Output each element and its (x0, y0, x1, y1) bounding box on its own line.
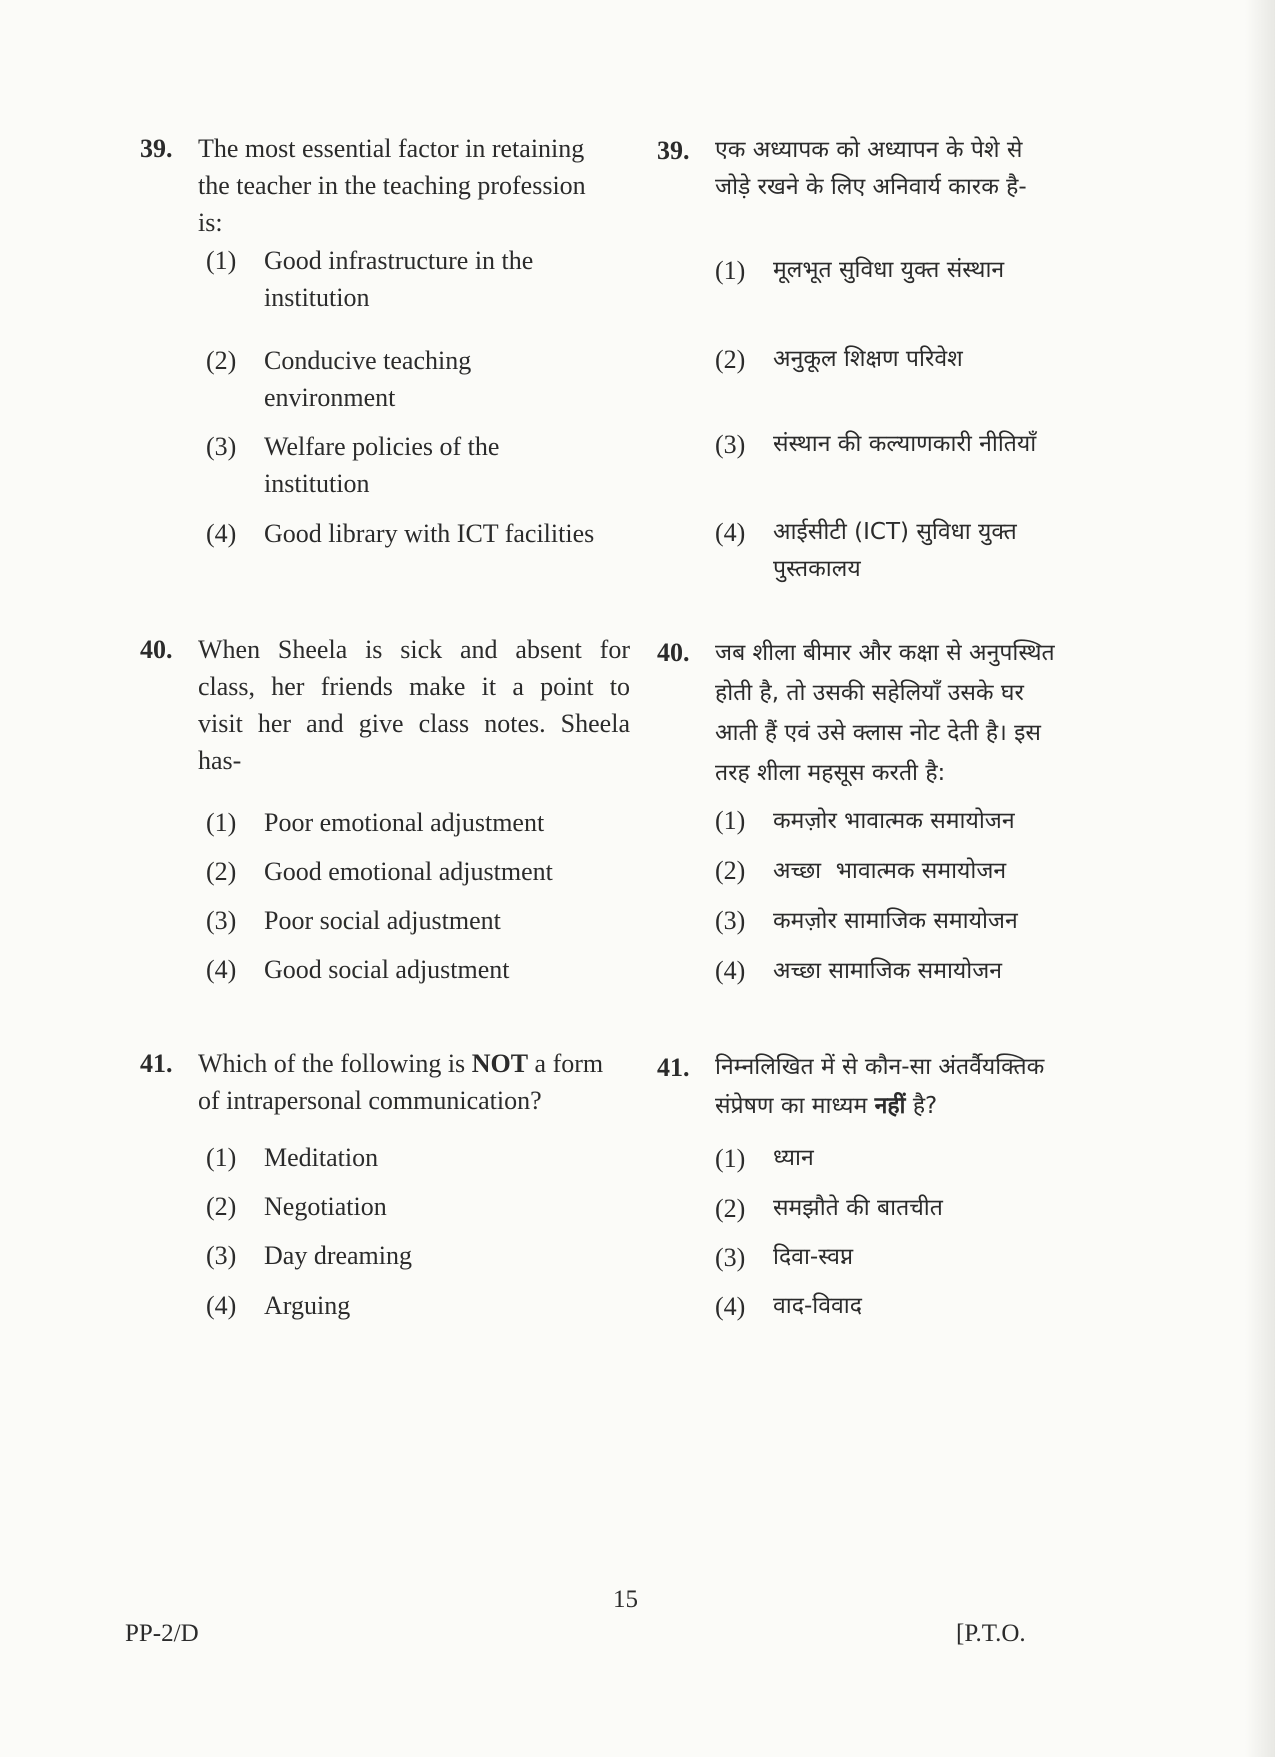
question-number: 40. (140, 635, 173, 664)
page-number: 15 (613, 1586, 638, 1613)
question-text: एक अध्यापक को अध्यापन के पेशे से जोड़े रखने के लिए अनिवार्य कारक है- (715, 137, 1027, 200)
question-text: Which of the following is NOT a form of intrapersonal communication? (198, 1049, 604, 1115)
question-number: 41. (657, 1053, 690, 1082)
question-text: निम्नलिखित में से कौन-सा अंतर्वैयक्तिक संप्रेषण का माध्यम नहीं है? (715, 1054, 1045, 1119)
question-text: The most essential factor in retaining the teacher in the teaching profession is: (198, 134, 586, 237)
question-number: 40. (657, 638, 690, 667)
question-number: 41. (140, 1049, 173, 1078)
question-text: When Sheela is sick and absent for class, her friends make it a point to visit her and give class notes. Sheela (198, 635, 630, 738)
question-number: 39. (657, 136, 690, 165)
paper-code: PP-2/D (125, 1620, 199, 1647)
question-number: 39. (140, 134, 173, 163)
page-edge-shadow (1245, 0, 1275, 1757)
question-text: जब शीला बीमार और कक्षा से अनुपस्थित होती है, तो उसकी सहेलियाँ उसके घर आती हैं एवं उसे क्लास नोट देती है। इस तरह शीला महसूस करती है: (715, 640, 1055, 786)
pto-label: [P.T.O. (956, 1620, 1026, 1647)
